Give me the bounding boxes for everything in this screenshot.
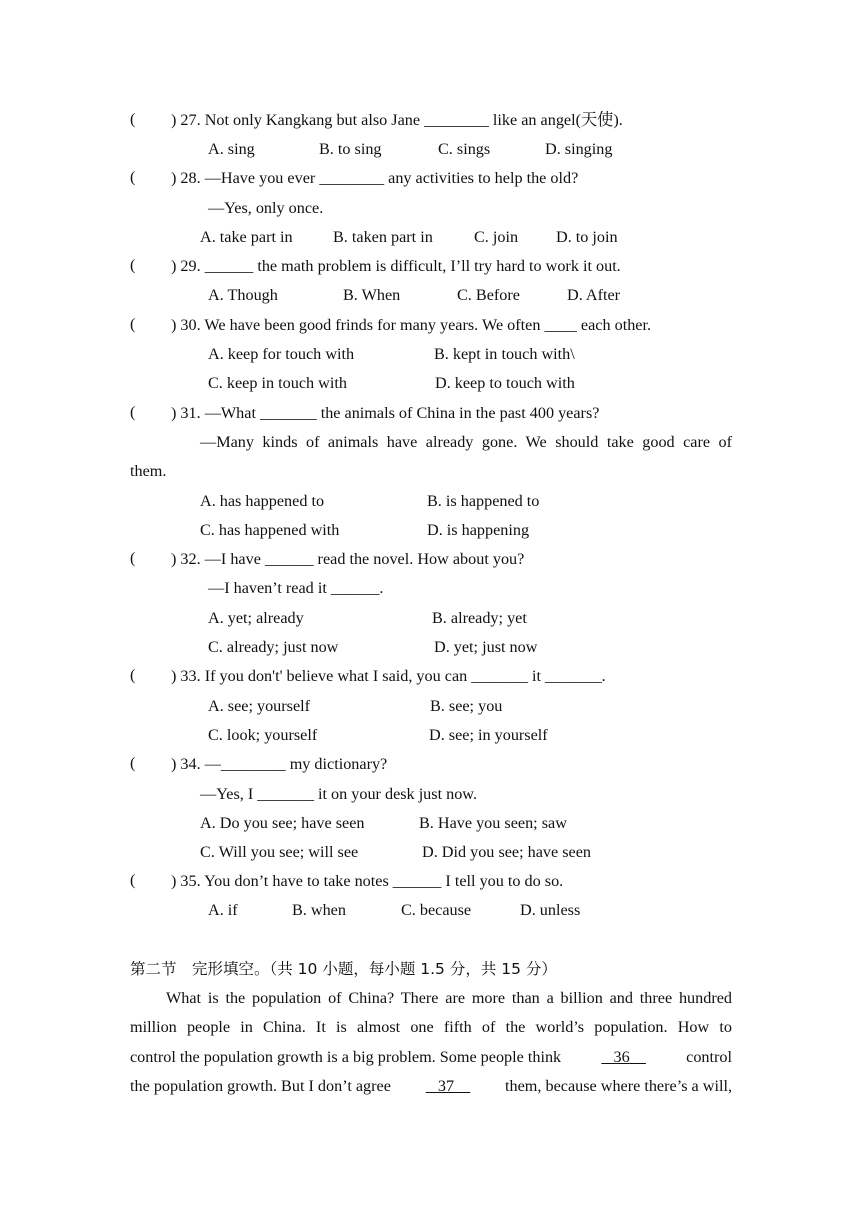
q32-option-c: C. already; just now (208, 638, 339, 656)
passage-line-1: What is the population of China? There are more than a billion and three hundred (166, 989, 732, 1007)
answer-bracket[interactable]: ( (130, 315, 156, 333)
q33-option-c: C. look; yourself (208, 726, 318, 744)
section-heading: 第二节 完形填空。（共 10 小题，每小题 1.5 分，共 15 分） (130, 960, 557, 978)
q32-dialogue: —I haven’t read it ______. (208, 579, 384, 597)
answer-bracket[interactable]: ( (130, 549, 156, 567)
q28-dialogue: —Yes, only once. (208, 199, 324, 217)
answer-bracket[interactable]: ( (130, 256, 156, 274)
q27-option-d: D. singing (545, 140, 613, 158)
question-32: ) 32. —I have ______ read the novel. How about you? (171, 550, 525, 568)
q28-option-d: D. to join (556, 228, 618, 246)
answer-bracket[interactable]: ( (130, 403, 156, 421)
q34-option-a: A. Do you see; have seen (200, 814, 365, 832)
passage-text: control the population growth is a big problem. Some people think (130, 1048, 562, 1066)
q34-option-b: B. Have you seen; saw (419, 814, 567, 832)
answer-bracket[interactable]: ( (130, 110, 156, 128)
q30-option-b: B. kept in touch with\ (434, 345, 575, 363)
question-34: ) 34. —________ my dictionary? (171, 755, 388, 773)
q30-option-a: A. keep for touch with (208, 345, 355, 363)
question-33: ) 33. If you don't' believe what I said, you can _______ it _______. (171, 667, 606, 685)
q33-option-b: B. see; you (430, 697, 503, 715)
q33-option-d: D. see; in yourself (429, 726, 548, 744)
q28-option-b: B. taken part in (333, 228, 433, 246)
q30-option-c: C. keep in touch with (208, 374, 347, 392)
passage-text: control (686, 1048, 732, 1066)
passage-text: the population growth. But I don’t agree (130, 1077, 391, 1095)
q29-option-d: D. After (567, 286, 621, 304)
q31-option-b: B. is happened to (427, 492, 540, 510)
question-27: ) 27. Not only Kangkang but also Jane ________ like an angel(天使). (171, 111, 623, 129)
q35-option-a: A. if (208, 901, 238, 919)
passage-text: them, because where there’s a will, (505, 1077, 732, 1095)
q32-option-b: B. already; yet (432, 609, 527, 627)
blank-36[interactable] (601, 1047, 646, 1067)
q31-dialogue: —Many kinds of animals have already gone. We should take good care of (200, 433, 732, 451)
passage-line-3 (130, 1047, 732, 1067)
q32-option-d: D. yet; just now (434, 638, 538, 656)
question-28: ) 28. —Have you ever ________ any activities to help the old? (171, 169, 579, 187)
q35-option-c: C. because (401, 901, 472, 919)
q31-dialogue-cont: them. (130, 462, 167, 480)
q29-option-c: C. Before (457, 286, 520, 304)
question-30: ) 30. We have been good frinds for many years. We often ____ each other. (171, 316, 652, 334)
answer-bracket[interactable]: ( (130, 871, 156, 889)
answer-bracket[interactable]: ( (130, 666, 156, 684)
passage-line-4 (130, 1076, 732, 1096)
q34-option-d: D. Did you see; have seen (422, 843, 592, 861)
question-29: ) 29. ______ the math problem is difficult, I’ll try hard to work it out. (171, 257, 621, 275)
q29-option-a: A. Though (208, 286, 278, 304)
q34-dialogue: —Yes, I _______ it on your desk just now. (200, 785, 477, 803)
q28-option-a: A. take part in (200, 228, 293, 246)
question-35: ) 35. You don’t have to take notes ______ I tell you to do so. (171, 872, 564, 890)
q35-option-b: B. when (292, 901, 346, 919)
q27-option-c: C. sings (438, 140, 491, 158)
q30-option-d: D. keep to touch with (435, 374, 575, 392)
q28-option-c: C. join (474, 228, 519, 246)
q29-option-b: B. When (343, 286, 401, 304)
answer-bracket[interactable]: ( (130, 168, 156, 186)
blank-37[interactable] (426, 1076, 471, 1096)
passage-line-2: million people in China. It is almost one fifth of the world’s population. How to (130, 1018, 732, 1036)
q31-option-d: D. is happening (427, 521, 530, 539)
q32-option-a: A. yet; already (208, 609, 304, 627)
answer-bracket[interactable]: ( (130, 754, 156, 772)
blank-number: 37 (437, 1077, 455, 1095)
question-31: ) 31. —What _______ the animals of China in the past 400 years? (171, 404, 600, 422)
blank-number: 36 (613, 1048, 630, 1066)
q31-option-c: C. has happened with (200, 521, 340, 539)
q27-option-a: A. sing (208, 140, 255, 158)
q34-option-c: C. Will you see; will see (200, 843, 359, 861)
q27-option-b: B. to sing (319, 140, 382, 158)
q33-option-a: A. see; yourself (208, 697, 311, 715)
q31-option-a: A. has happened to (200, 492, 325, 510)
q35-option-d: D. unless (520, 901, 581, 919)
